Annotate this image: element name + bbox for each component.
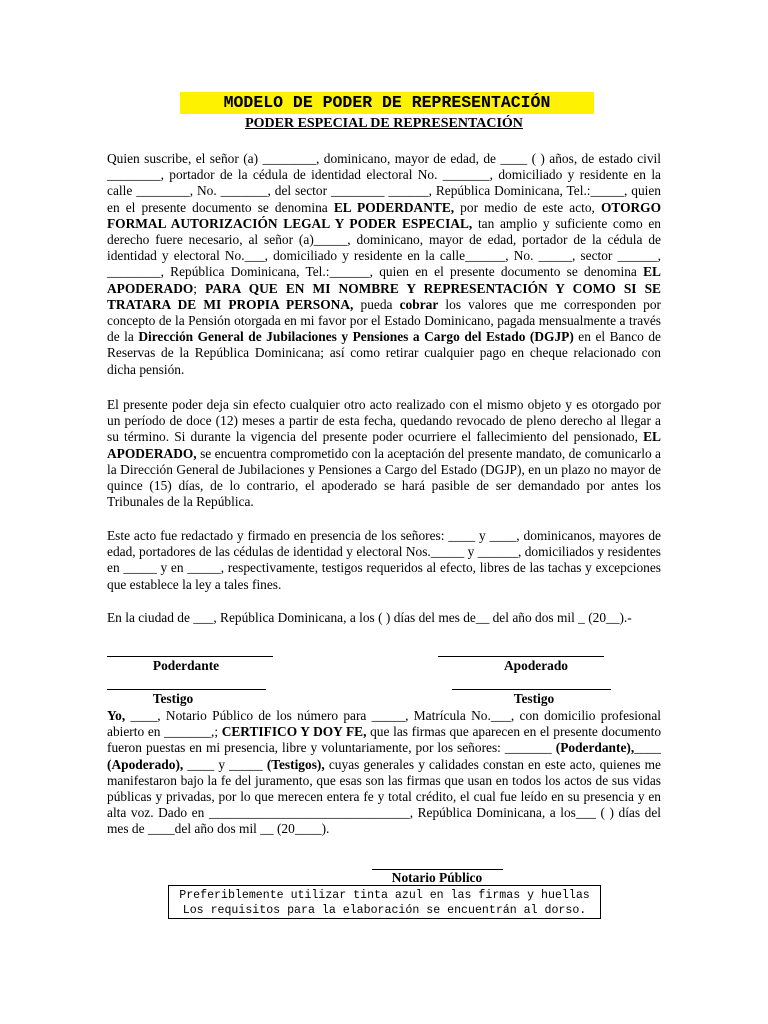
paragraph-notary-certification [107, 708, 661, 838]
text-run: El presente poder deja sin efecto cualquier otro acto realizado con el mismo objeto y es otorgado por un período de doce (12) meses a partir de esta fecha, quedando revocado de pleno derecho al llegar a su término. Si durante la vigencia del presente poder ocurriere el fallecimiento del pensionado, [107, 397, 661, 445]
bold-text-run: (Testigos), [266, 756, 325, 772]
text-run: ; [193, 280, 206, 296]
signature-label-testigo-right: Testigo [513, 691, 555, 706]
paragraph-validity [107, 397, 661, 510]
bold-text-run: CERTIFICO Y DOY FE, [221, 724, 367, 740]
signature-label-apoderado: Apoderado [504, 658, 568, 673]
note-line-ink: Preferiblemente utilizar tinta azul en las firmas y huellas [179, 889, 590, 902]
bold-text-run: Dirección General de Jubilaciones y Pensiones a Cargo del Estado (DGJP) [138, 329, 574, 345]
signature-line-testigo-right [452, 689, 611, 690]
bold-text-run: EL APODERADO, [107, 429, 661, 461]
paragraph-place-date: En la ciudad de ___, República Dominicana, a los ( ) días del mes de__ del año dos mil _ (20__).- [107, 610, 632, 625]
text-run: los valores que me corresponden por concepto de la Pensión otorgada en mi favor por el Estado Dominicano, pagada mensualmente a través de la [107, 296, 662, 345]
signature-line-poderdante [107, 656, 273, 657]
bold-text-run: EL APODERADO [107, 264, 661, 296]
signature-label-poderdante: Poderdante [152, 658, 220, 673]
note-line-requirements: Los requisitos para la elaboración se encuentrán al dorso. [182, 904, 587, 917]
paragraph-witnesses [107, 528, 661, 593]
text-run: se encuentra comprometido con la aceptación del presente mandato, de comunicarlo a la Dirección General de Jubilaciones y Pensiones a Cargo del Estado (DGJP), en un plazo no mayor de quince (15) días, de lo contrario, el apoderado se hará pasible de ser demandado por antes los Tribunales de la República. [107, 445, 661, 510]
document-title: MODELO DE PODER DE REPRESENTACIÓN [180, 92, 594, 114]
text-run: pueda [353, 296, 400, 312]
text-run: ____, Notario Público de los número para _____, Matrícula No.___, con domicilio profesional abierto en _______,; [107, 708, 661, 740]
text-run: por medio de este acto, [454, 199, 601, 215]
signature-label-notario: Notario Público [391, 870, 483, 885]
bold-text-run: EL PODERDANTE, [333, 199, 455, 215]
bold-text-run: (Poderdante), [555, 740, 635, 756]
bold-text-run: (Apoderado), [107, 756, 184, 772]
bold-text-run: Yo, [107, 708, 126, 723]
bold-text-run: cobrar [399, 296, 439, 312]
text-run: que las firmas que aparecen en el presente documento fueron puestas en mi presencia, libre y voluntariamente, por los señores: _______ [107, 724, 662, 756]
text-run: tan amplio y suficiente como en derecho fuere necesario, al señor (a)_____, dominicano, mayor de edad, portador de la cédula de identidad y electoral No.___, domiciliado y residente en la calle______, No. _____, sector ______, ________, República Dominicana, Tel.:______, quien en el presente documento se denomina [107, 215, 661, 280]
text-run: Quien suscribe, el señor (a) ________, dominicano, mayor de edad, de ____ ( ) años, de estado civil ________, portador de la cédula de identidad electoral No. _______, domiciliado y residente en la calle ________, No. _______, del sector ________ ______, República Dominicana, Tel.:_____, quien en el presente documento se denomina [107, 151, 661, 215]
instructions-note-box [168, 885, 601, 919]
text-run: en el Banco de Reservas de la República Dominicana; así como retirar cualquier pago en cheque relacionado con dicha pensión. [107, 329, 661, 377]
document-subtitle: PODER ESPECIAL DE REPRESENTACIÓN [245, 116, 523, 131]
signature-line-apoderado [438, 656, 604, 657]
signature-line-testigo-left [107, 689, 266, 690]
text-run: cuyas generales y calidades constan en este acto, quienes me manifestaron bajo la fe del juramento, que esas son las firmas que usan en todos los actos de sus vidas públicas y privadas, por lo que merecen entera fe y total crédito, el cual fue leído en su presencia y en alta voz. Dado en ______________________________, República Dominicana, a los___ ( ) días del mes de ____del año dos mil __ (20____). [107, 756, 662, 837]
bold-text-run: OTORGO FORMAL AUTORIZACIÓN LEGAL Y PODER ESPECIAL, [107, 199, 662, 231]
text-run: ____ [634, 740, 661, 756]
paragraph-grant [107, 151, 661, 378]
signature-label-testigo-left: Testigo [152, 691, 194, 706]
bold-text-run: PARA QUE EN MI NOMBRE Y REPRESENTACIÓN Y COMO SI SE TRATARA DE MI PROPIA PERSONA, [107, 280, 661, 312]
text-run: Este acto fue redactado y firmado en presencia de los señores: ____ y ____, dominicanos, mayores de edad, portadores de las cédulas de identidad y electoral Nos._____ y ______, domiciliados y residentes en _____ y en _____, respectivamente, testigos requeridos al efecto, libres de las tachas y excepciones que establece la ley a tales fines. [107, 528, 661, 592]
text-run: ____ y _____ [183, 756, 267, 772]
